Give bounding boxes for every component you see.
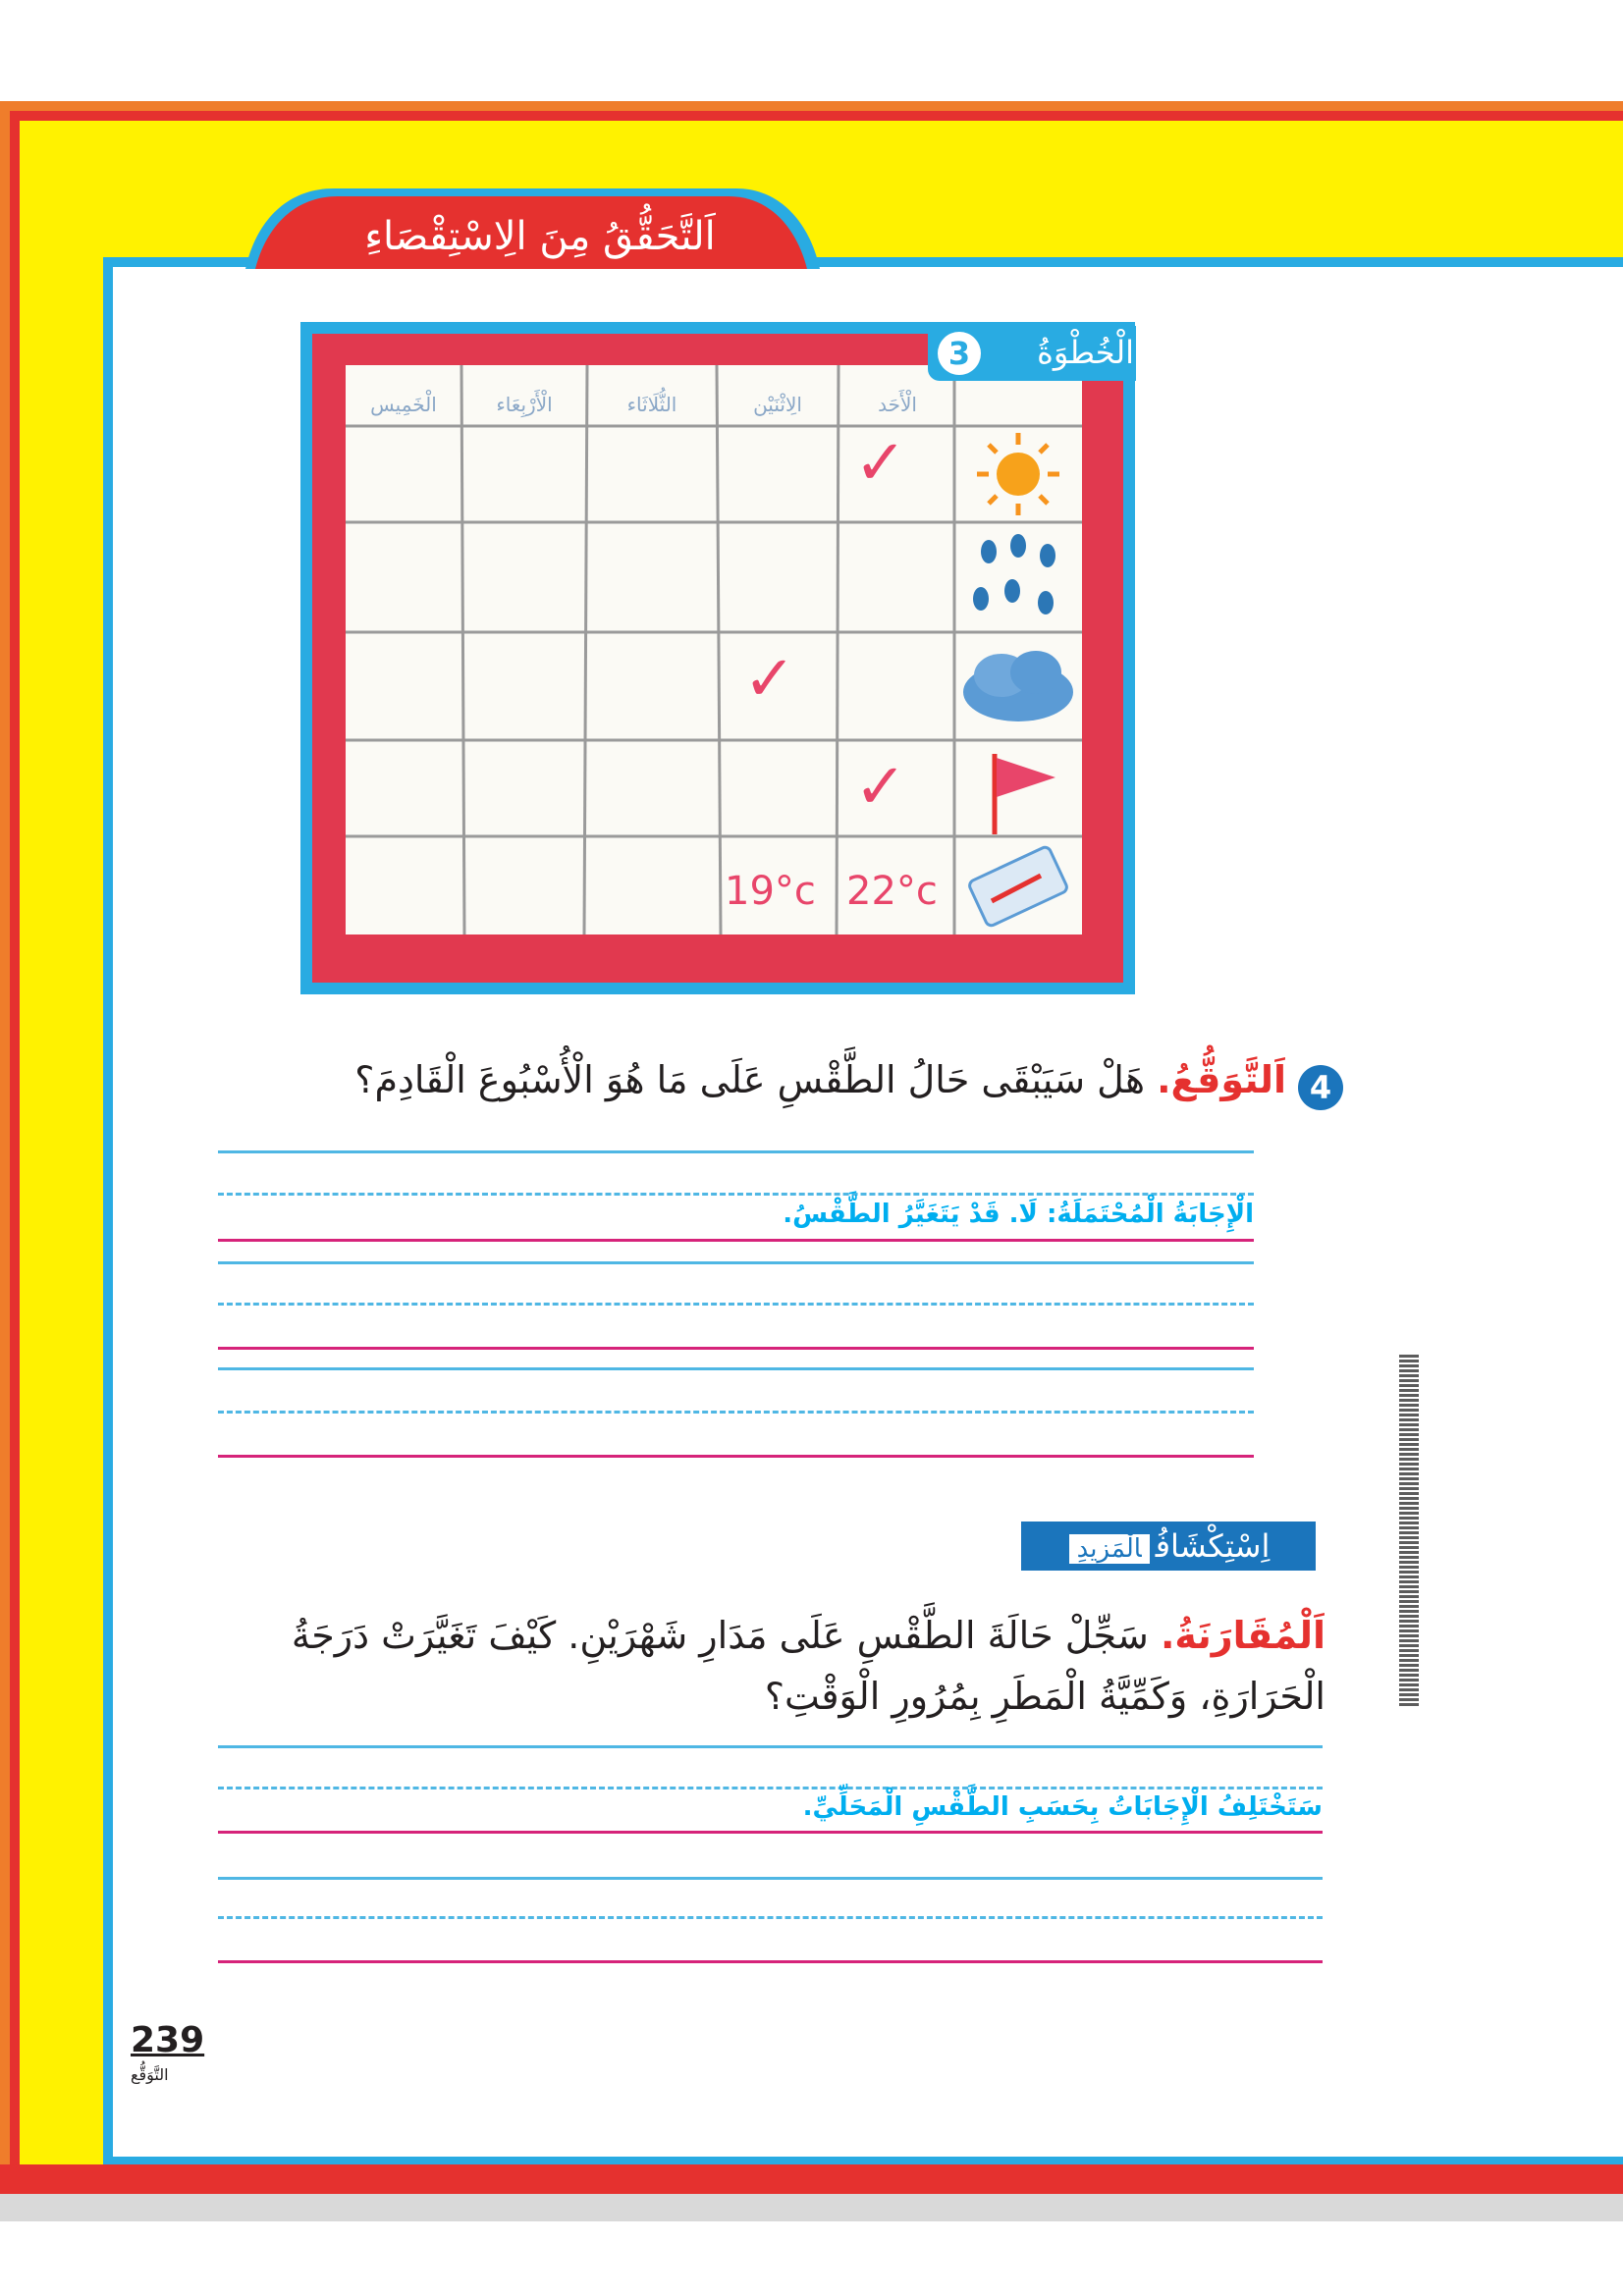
comparison-keyword: اَلْمُقَارَنَةُ. [1160,1614,1325,1657]
explore-label: اِسْتِكْشَافُ [1155,1527,1271,1565]
check-mark-sunday-sunny: ✓ [854,427,907,500]
day-monday: الِاثْنَيْن [753,393,802,416]
copyright-strip [1399,1355,1419,1708]
day-sunday: الْأَحَد [878,393,917,416]
temp-monday: 19°c [725,869,816,914]
cloud-icon [957,638,1080,731]
day-tuesday: الثُّلَاثَاء [626,393,677,416]
thermometer-icon [962,844,1075,928]
writing-line-dashed [218,1916,1323,1919]
writing-baseline [218,1239,1254,1242]
day-wednesday: الْأَرْبِعَاء [496,393,553,416]
explore-more-word: الْمَزِيدِ [1069,1534,1150,1564]
question-4-answer: الْإِجَابَةُ الْمُحْتَمَلَةُ: لَا. قَدْ يَتَغَيَّرُ الطَّقْسُ. [783,1200,1254,1229]
writing-baseline [218,1347,1254,1350]
comparison-prompt: سَجِّلْ حَالَةَ الطَّقْسِ عَلَى مَدَارِ شَهْرَيْنِ. كَيْفَ تَغَيَّرَتْ دَرَجَةُ الْحَرَارَةِ، وَكَمِّيَّةُ الْمَطَرِ بِمُرُورِ الْوَقْتِ؟ [291,1614,1325,1718]
writing-baseline [218,1455,1254,1458]
step-number: 3 [947,335,971,372]
writing-baseline [218,1960,1323,1963]
footer-strip [0,2194,1623,2221]
writing-line [218,1745,1323,1748]
question-4-prompt: هَلْ سَيَبْقَى حَالُ الطَّقْسِ عَلَى مَا هُوَ الْأُسْبُوعَ الْقَادِمَ؟ [354,1058,1145,1101]
page-frame-bottom [0,2164,1623,2194]
writing-line [218,1367,1254,1370]
rain-icon [967,530,1070,628]
question-4-keyword: اَلتَّوَقُّعُ. [1157,1058,1286,1101]
writing-line [218,1877,1323,1880]
check-mark-sunday-windy: ✓ [854,751,907,824]
step-label: الْخُطْوَةُ [1037,334,1134,371]
writing-line-dashed [218,1411,1254,1414]
check-mark-monday-cloudy: ✓ [743,643,796,716]
section-title: اَلتَّحَقُّقُ مِنَ الِاسْتِقْصَاءِ [364,214,716,259]
sun-icon [967,427,1070,520]
writing-line [218,1150,1254,1153]
day-thursday: الْخَمِيس [370,393,437,416]
comparison-answer: سَتَخْتَلِفُ الْإِجَابَاتُ بِحَسَبِ الطَّقْسِ الْمَحَلِّيِّ. [802,1792,1323,1822]
explore-more-label [1031,1527,1308,1565]
writing-line-dashed [218,1193,1254,1196]
temp-sunday: 22°c [846,869,938,914]
question-4-text [206,1058,1286,1101]
page-subtitle: التَّوَقُّع [131,2065,169,2084]
page-number: 239 [131,2020,205,2060]
writing-line-dashed [218,1787,1323,1789]
writing-line [218,1261,1254,1264]
comparison-question-text [157,1605,1325,1727]
question-number-badge: 4 [1298,1065,1343,1110]
wind-flag-icon [977,746,1065,839]
writing-line-dashed [218,1303,1254,1306]
writing-baseline [218,1831,1323,1834]
